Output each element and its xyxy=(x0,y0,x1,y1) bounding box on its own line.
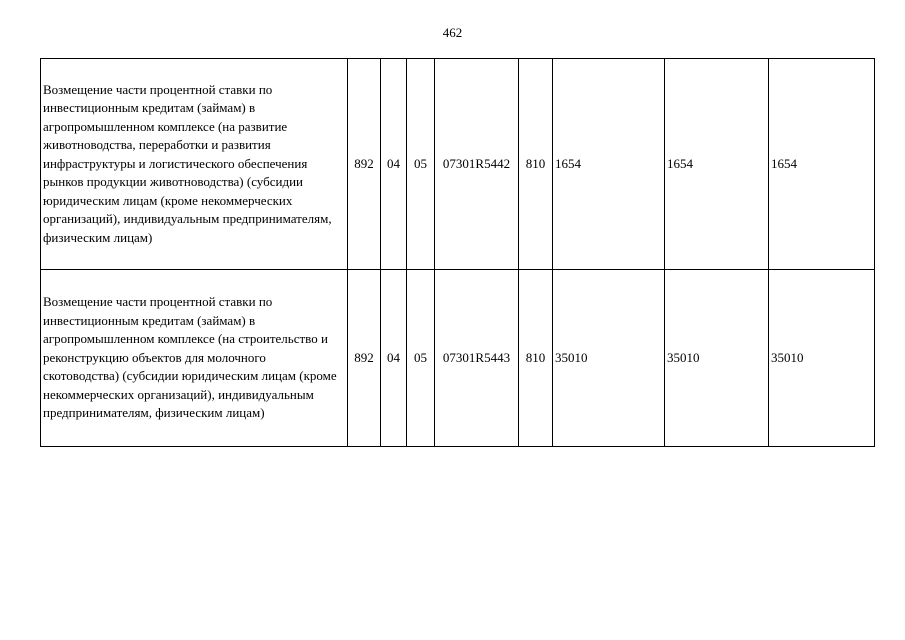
page-number: 462 xyxy=(442,25,463,40)
expense-type-code: 810 xyxy=(519,270,553,447)
amount-year-3: 1654 xyxy=(769,59,875,270)
target-article-code: 07301R5443 xyxy=(435,270,519,447)
section-code: 04 xyxy=(381,270,407,447)
amount-year-1: 35010 xyxy=(553,270,665,447)
table-row xyxy=(41,59,875,270)
amount-year-2: 1654 xyxy=(665,59,769,270)
subsection-code: 05 xyxy=(407,270,435,447)
section-code: 04 xyxy=(381,59,407,270)
table-row xyxy=(41,270,875,447)
amount-year-3: 35010 xyxy=(769,270,875,447)
expense-type-code: 810 xyxy=(519,59,553,270)
ministry-code: 892 xyxy=(348,270,381,447)
subsection-code: 05 xyxy=(407,59,435,270)
ministry-code: 892 xyxy=(348,59,381,270)
budget-table xyxy=(40,58,875,447)
row-description: Возмещение части процентной ставки по инвестиционным кредитам (займам) в агропромышленном комплексе (на развитие животноводства, переработки и развития инфраструктуры и логистического обеспечения рынков продукции животноводства) (субсидии юридическим лицам (кроме некоммерческих организаций), индивидуальным предпринимателям, физическим лицам) xyxy=(41,59,348,270)
row-description: Возмещение части процентной ставки по инвестиционным кредитам (займам) в агропромышленном комплексе (на строительство и реконструкцию объектов для молочного скотоводства) (субсидии юридическим лицам (кроме некоммерческих организаций), индивидуальным предпринимателям, физическим лицам) xyxy=(41,270,348,447)
amount-year-1: 1654 xyxy=(553,59,665,270)
amount-year-2: 35010 xyxy=(665,270,769,447)
target-article-code: 07301R5442 xyxy=(435,59,519,270)
